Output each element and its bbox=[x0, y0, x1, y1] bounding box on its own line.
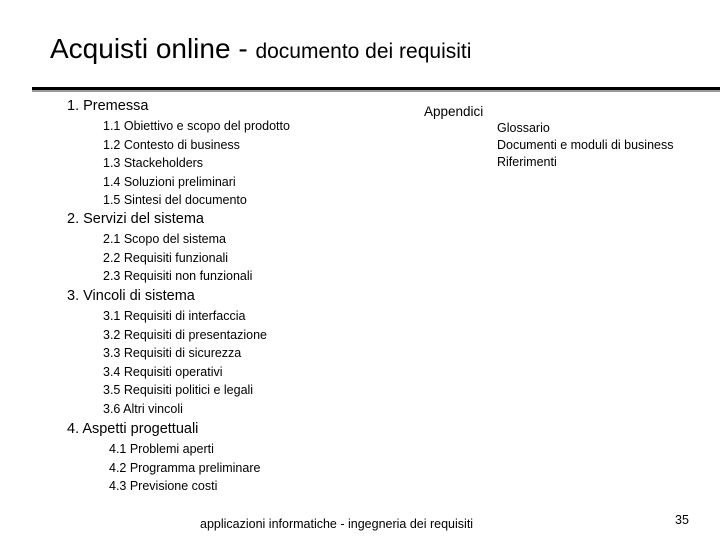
list-item: Riferimenti bbox=[497, 155, 557, 169]
list-item: 4.1 Problemi aperti bbox=[109, 442, 214, 456]
list-item: Glossario bbox=[497, 121, 550, 135]
list-item: 1.1 Obiettivo e scopo del prodotto bbox=[103, 119, 290, 133]
list-item: 4.3 Previsione costi bbox=[109, 479, 218, 493]
list-item: 3.5 Requisiti politici e legali bbox=[103, 383, 254, 397]
section-list-aspetti bbox=[109, 440, 260, 496]
list-item: 3.3 Requisiti di sicurezza bbox=[103, 346, 242, 360]
list-item: 1.2 Contesto di business bbox=[103, 137, 240, 152]
page-number: 35 bbox=[675, 513, 689, 527]
appendix-heading: Appendici bbox=[424, 104, 484, 119]
list-item: 3.2 Requisiti di presentazione bbox=[103, 327, 267, 342]
section-heading-premessa: 1. Premessa bbox=[67, 98, 149, 114]
appendix-list bbox=[497, 120, 673, 171]
list-item: 2.3 Requisiti non funzionali bbox=[103, 269, 253, 283]
list-item: 3.1 Requisiti di interfaccia bbox=[103, 309, 246, 323]
slide-footer: applicazioni informatiche - ingegneria dei requisiti bbox=[200, 517, 474, 531]
list-item: 1.5 Sintesi del documento bbox=[103, 193, 247, 207]
list-item: 1.3 Stackeholders bbox=[103, 156, 204, 170]
section-heading-servizi: 2. Servizi del sistema bbox=[67, 211, 204, 227]
list-item: 4.2 Programma preliminare bbox=[109, 460, 261, 475]
title-divider-shadow bbox=[32, 90, 720, 92]
list-item: 2.1 Scopo del sistema bbox=[103, 232, 226, 246]
page-title bbox=[50, 32, 471, 69]
list-item: 1.4 Soluzioni preliminari bbox=[103, 174, 236, 189]
section-heading-aspetti: 4. Aspetti progettuali bbox=[67, 421, 199, 437]
list-item: Documenti e moduli di business bbox=[497, 138, 674, 152]
list-item: 3.6 Altri vincoli bbox=[103, 401, 183, 416]
title-main: Acquisti online - bbox=[50, 33, 256, 64]
section-list-servizi bbox=[103, 230, 252, 286]
list-item: 3.4 Requisiti operativi bbox=[103, 364, 223, 379]
section-list-premessa bbox=[103, 117, 290, 210]
section-heading-vincoli: 3. Vincoli di sistema bbox=[67, 288, 195, 304]
section-list-vincoli bbox=[103, 307, 267, 418]
title-subtitle: documento dei requisiti bbox=[255, 40, 472, 63]
list-item: 2.2 Requisiti funzionali bbox=[103, 250, 229, 265]
